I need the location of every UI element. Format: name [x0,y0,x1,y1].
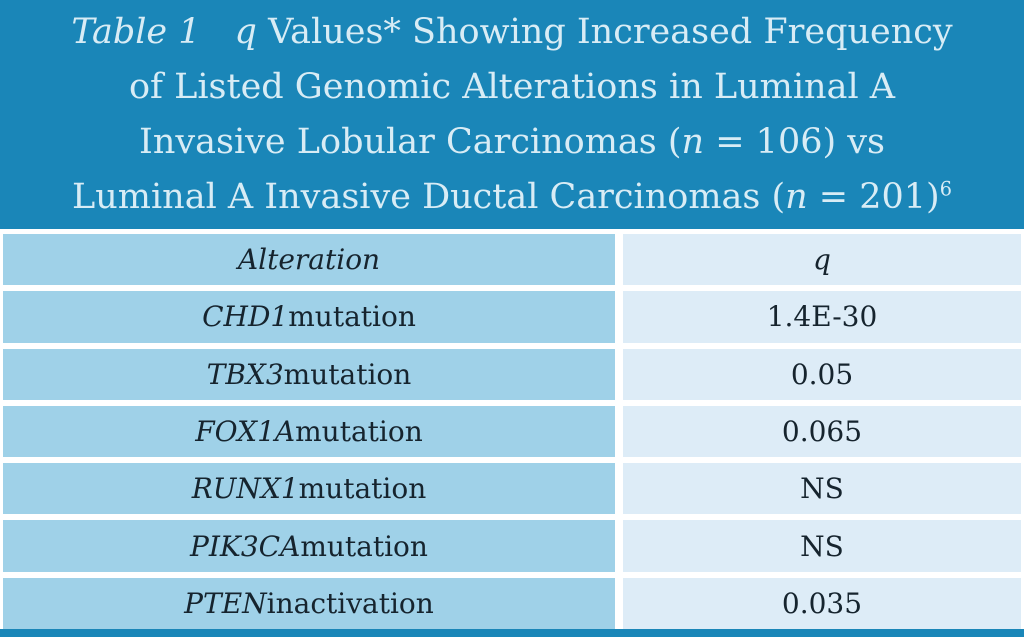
gene-name: TBX3 [206,357,284,391]
column-header-q: q [623,234,1021,285]
title-text-3b: = 106) vs [704,121,885,162]
alteration-type: mutation [288,300,416,334]
alteration-cell [3,291,615,342]
alteration-cell [3,520,615,571]
title-text-4a: Luminal A Invasive Ductal Carcinomas ( [72,176,786,217]
table-number-label: Table 1 [71,11,201,52]
alteration-type: inactivation [266,586,434,620]
title-line-3 [139,115,885,170]
title-text-2: of Listed Genomic Alterations in Luminal A [128,66,896,107]
data-table [0,229,1024,629]
q-value-cell: 0.035 [623,578,1021,629]
alteration-type: mutation [295,414,423,448]
alteration-cell [3,463,615,514]
n-symbol-1: n [681,121,705,162]
gene-name: RUNX1 [191,472,299,506]
q-value-cell: 1.4E-30 [623,291,1021,342]
title-line-4 [72,170,952,225]
alteration-type: mutation [298,472,427,506]
gene-name: PTEN [184,586,267,620]
table-header-row [3,234,1021,285]
gene-name: CHD1 [202,300,289,334]
q-value-cell: NS [623,520,1021,571]
alteration-cell [3,578,615,629]
column-header-alteration: Alteration [3,234,615,285]
alteration-type: mutation [300,529,428,563]
gene-name: FOX1A [195,414,296,448]
table-row [3,463,1021,514]
q-value-cell: NS [623,463,1021,514]
q-value-cell: 0.065 [623,406,1021,457]
title-text-4b: = 201) [807,176,940,217]
table-row [3,349,1021,400]
table-row [3,578,1021,629]
table-row [3,406,1021,457]
q-value-cell: 0.05 [623,349,1021,400]
n-symbol-2: n [785,176,808,217]
table-title-band [0,0,1024,229]
table-row [3,291,1021,342]
alteration-cell [3,406,615,457]
alteration-cell [3,349,615,400]
alteration-type: mutation [283,357,412,391]
title-line-2 [129,60,895,115]
title-text-1: Values* Showing Increased Frequency [256,11,953,52]
gene-name: PIK3CA [190,529,301,563]
citation-superscript: 6 [939,176,952,200]
table-row [3,520,1021,571]
bottom-accent-strip [0,629,1024,637]
title-text-3a: Invasive Lobular Carcinomas ( [139,121,682,162]
title-line-1 [71,5,952,60]
q-symbol: q [234,11,257,52]
